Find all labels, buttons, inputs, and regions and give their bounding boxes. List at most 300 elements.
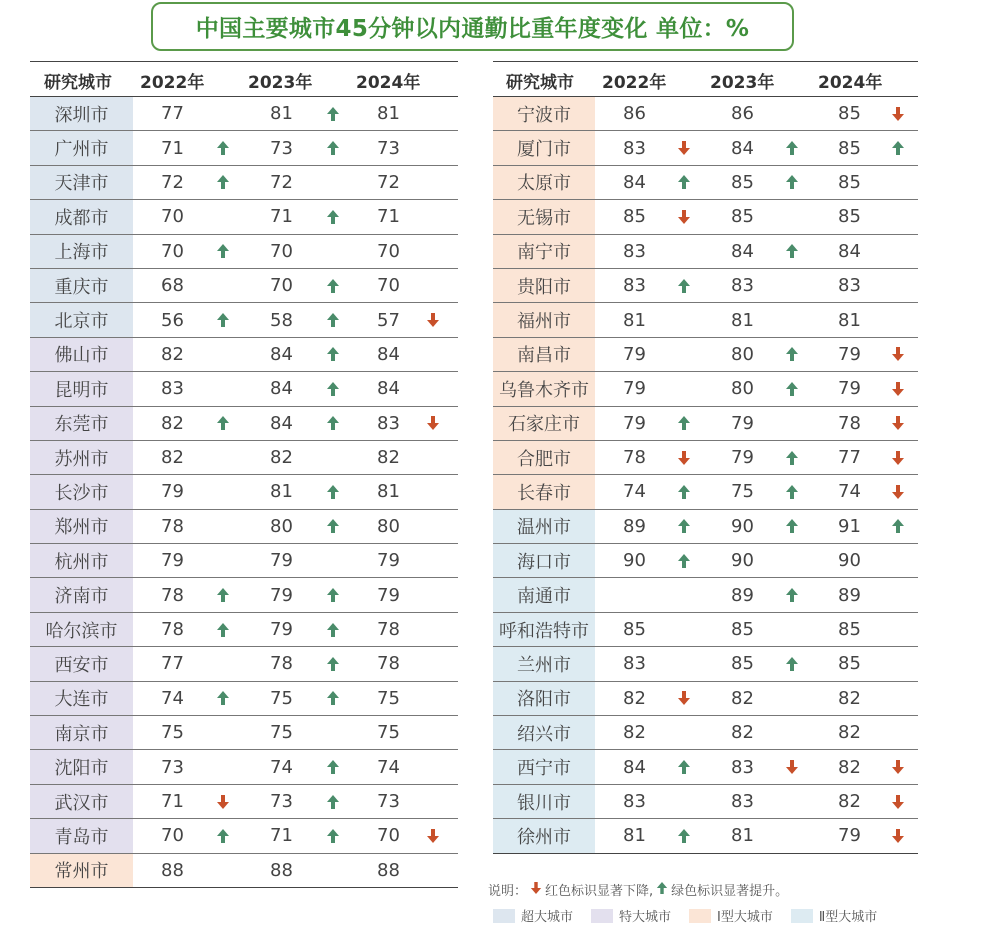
value-2023: 79 (731, 412, 754, 434)
table-row (493, 510, 918, 544)
value-2023: 78 (270, 653, 293, 675)
value-2024: 74 (838, 481, 861, 503)
value-2024: 85 (838, 171, 861, 193)
arrow-down-icon (677, 131, 691, 164)
table-row (30, 785, 458, 819)
city-name: 青岛市 (30, 819, 133, 852)
table-row (30, 338, 458, 372)
city-name: 广州市 (30, 131, 133, 164)
city-name: 沈阳市 (30, 750, 133, 783)
arrow-up-icon (216, 613, 230, 646)
arrow-up-icon (785, 372, 799, 405)
value-2023: 80 (270, 515, 293, 537)
value-2023: 84 (731, 240, 754, 262)
value-2023: 86 (731, 103, 754, 125)
table-body (493, 97, 918, 854)
value-2024: 70 (377, 275, 400, 297)
value-2023: 71 (270, 206, 293, 228)
table-row (30, 510, 458, 544)
value-2023: 83 (731, 791, 754, 812)
city-name: 温州市 (493, 510, 595, 543)
value-2022: 77 (161, 653, 184, 675)
table-row (30, 97, 458, 131)
value-2024: 78 (377, 619, 400, 641)
arrow-up-icon (326, 200, 340, 233)
arrow-down-icon (891, 407, 905, 440)
legend-swatch (689, 909, 711, 923)
table-row (493, 97, 918, 131)
table-row (30, 303, 458, 337)
header-2023: 2023年 (248, 73, 313, 93)
table-left (30, 61, 458, 888)
city-name: 太原市 (493, 166, 595, 199)
value-2023: 80 (731, 343, 754, 365)
category-legend (493, 906, 895, 925)
city-name: 北京市 (30, 303, 133, 336)
table-row (30, 407, 458, 441)
table-row (493, 235, 918, 269)
value-2024: 82 (838, 756, 861, 778)
table-row (493, 647, 918, 681)
legend-swatch (591, 909, 613, 923)
table-row (493, 407, 918, 441)
arrow-up-icon (216, 235, 230, 268)
table-row (493, 303, 918, 337)
value-2022: 82 (161, 412, 184, 434)
value-2022: 79 (623, 343, 646, 365)
city-name: 乌鲁木齐市 (493, 372, 595, 405)
arrow-down-icon (891, 785, 905, 818)
arrow-down-icon (677, 682, 691, 715)
value-2022: 79 (161, 481, 184, 503)
header-2024: 2024年 (356, 73, 421, 93)
table-row (493, 682, 918, 716)
value-2022: 82 (623, 687, 646, 709)
value-2023: 79 (270, 584, 293, 606)
legend-label: Ⅰ型大城市 (717, 910, 773, 925)
table-row (493, 613, 918, 647)
value-2022: 83 (623, 240, 646, 262)
note-prefix: 说明： (488, 884, 528, 899)
city-name: 福州市 (493, 303, 595, 336)
value-2024: 75 (377, 722, 400, 744)
arrow-down-icon (891, 750, 905, 783)
value-2022: 90 (623, 550, 646, 572)
arrow-up-icon (785, 647, 799, 680)
arrow-up-icon (677, 166, 691, 199)
value-2022: 85 (623, 619, 646, 641)
legend-label: Ⅱ型大城市 (818, 910, 878, 925)
value-2023: 89 (731, 584, 754, 606)
value-2022: 83 (623, 791, 646, 812)
value-2024: 79 (838, 825, 861, 847)
city-name: 南通市 (493, 578, 595, 611)
value-2024: 85 (838, 206, 861, 228)
arrow-up-icon (677, 819, 691, 852)
table-row (493, 716, 918, 750)
arrow-down-icon (677, 441, 691, 474)
arrow-up-icon (785, 131, 799, 164)
value-2022: 78 (623, 447, 646, 469)
table-row (30, 131, 458, 165)
arrow-down-icon (677, 200, 691, 233)
legend-swatch (493, 909, 515, 923)
value-2024: 79 (377, 550, 400, 572)
value-2024: 77 (838, 447, 861, 469)
arrow-up-icon (891, 510, 905, 543)
table-row (30, 544, 458, 578)
table-row (30, 716, 458, 750)
city-name: 佛山市 (30, 338, 133, 371)
value-2022: 77 (161, 103, 184, 125)
value-2024: 85 (838, 653, 861, 675)
value-2024: 82 (838, 791, 861, 812)
value-2022: 78 (161, 619, 184, 641)
city-name: 苏州市 (30, 441, 133, 474)
header-2024: 2024年 (818, 73, 883, 93)
arrow-up-icon (326, 407, 340, 440)
table-row (493, 544, 918, 578)
value-2022: 73 (161, 756, 184, 778)
value-2024: 72 (377, 171, 400, 193)
value-2024: 79 (838, 378, 861, 400)
city-name: 哈尔滨市 (30, 613, 133, 646)
table-row (30, 200, 458, 234)
value-2023: 79 (731, 447, 754, 469)
value-2022: 71 (161, 791, 184, 812)
value-2022: 82 (623, 722, 646, 744)
value-2024: 81 (838, 309, 861, 331)
header-2022: 2022年 (602, 73, 667, 93)
value-2023: 82 (731, 687, 754, 709)
arrow-up-icon (326, 510, 340, 543)
arrow-up-icon (326, 647, 340, 680)
value-2023: 81 (270, 103, 293, 125)
legend-item (493, 906, 573, 925)
value-2024: 84 (838, 240, 861, 262)
value-2022: 74 (623, 481, 646, 503)
arrow-up-icon (216, 819, 230, 852)
value-2022: 79 (623, 412, 646, 434)
value-2023: 85 (731, 653, 754, 675)
value-2023: 85 (731, 619, 754, 641)
value-2022: 85 (623, 206, 646, 228)
arrow-up-icon (326, 613, 340, 646)
value-2023: 72 (270, 171, 293, 193)
value-2024: 75 (377, 687, 400, 709)
value-2024: 91 (838, 515, 861, 537)
value-2022: 83 (623, 275, 646, 297)
value-2024: 90 (838, 550, 861, 572)
city-name: 洛阳市 (493, 682, 595, 715)
table-row (30, 235, 458, 269)
page-title: 中国主要城市45分钟以内通勤比重年度变化 单位：% (151, 2, 794, 51)
value-2023: 75 (270, 722, 293, 744)
legend-label: 特大城市 (619, 910, 672, 925)
value-2024: 79 (377, 584, 400, 606)
value-2023: 85 (731, 171, 754, 193)
table-row (30, 372, 458, 406)
value-2024: 83 (377, 412, 400, 434)
value-2024: 82 (838, 687, 861, 709)
table-right (493, 61, 918, 854)
value-2024: 80 (377, 515, 400, 537)
legend-note (488, 880, 788, 899)
value-2023: 85 (731, 206, 754, 228)
arrow-up-icon (216, 131, 230, 164)
arrow-up-icon (326, 578, 340, 611)
arrow-up-icon (785, 441, 799, 474)
arrow-up-icon (216, 682, 230, 715)
value-2022: 89 (623, 515, 646, 537)
value-2022: 78 (161, 515, 184, 537)
value-2024: 84 (377, 378, 400, 400)
value-2023: 73 (270, 137, 293, 159)
table-row (30, 475, 458, 509)
value-2023: 75 (270, 687, 293, 709)
table-row (493, 269, 918, 303)
city-name: 海口市 (493, 544, 595, 577)
value-2024: 71 (377, 206, 400, 228)
value-2024: 74 (377, 756, 400, 778)
value-2023: 70 (270, 275, 293, 297)
table-row (30, 269, 458, 303)
arrow-up-icon (216, 166, 230, 199)
value-2023: 80 (731, 378, 754, 400)
value-2024: 70 (377, 825, 400, 847)
arrow-up-icon (677, 475, 691, 508)
value-2022: 71 (161, 137, 184, 159)
value-2023: 90 (731, 515, 754, 537)
legend-item (791, 906, 877, 925)
value-2023: 71 (270, 825, 293, 847)
value-2023: 75 (731, 481, 754, 503)
value-2022: 70 (161, 825, 184, 847)
table-row (30, 578, 458, 612)
arrow-down-icon (426, 407, 440, 440)
arrow-up-icon (891, 131, 905, 164)
city-name: 武汉市 (30, 785, 133, 818)
table-row (30, 441, 458, 475)
value-2024: 79 (838, 343, 861, 365)
value-2023: 82 (270, 447, 293, 469)
value-2022: 84 (623, 171, 646, 193)
arrow-up-icon (326, 750, 340, 783)
table-row (493, 338, 918, 372)
value-2022: 86 (623, 103, 646, 125)
arrow-up-icon (677, 269, 691, 302)
table-row (493, 785, 918, 819)
city-name: 绍兴市 (493, 716, 595, 749)
table-row (493, 441, 918, 475)
table-row (493, 200, 918, 234)
legend-swatch (791, 909, 813, 923)
arrow-down-icon (530, 881, 542, 899)
value-2023: 58 (270, 309, 293, 331)
note-up-text: 绿色标识显著提升。 (671, 884, 789, 899)
note-down-text: 红色标识显著下降, (545, 884, 654, 899)
value-2022: 78 (161, 584, 184, 606)
arrow-up-icon (326, 338, 340, 371)
value-2022: 83 (623, 137, 646, 159)
value-2023: 84 (270, 378, 293, 400)
legend-item (591, 906, 671, 925)
value-2024: 83 (838, 275, 861, 297)
city-name: 上海市 (30, 235, 133, 268)
table-header (30, 61, 458, 97)
city-name: 郑州市 (30, 510, 133, 543)
value-2022: 70 (161, 206, 184, 228)
city-name: 兰州市 (493, 647, 595, 680)
city-name: 南昌市 (493, 338, 595, 371)
city-name: 重庆市 (30, 269, 133, 302)
value-2023: 82 (731, 722, 754, 744)
city-name: 徐州市 (493, 819, 595, 852)
arrow-up-icon (216, 303, 230, 336)
value-2024: 89 (838, 584, 861, 606)
arrow-up-icon (785, 235, 799, 268)
value-2024: 85 (838, 137, 861, 159)
value-2023: 79 (270, 619, 293, 641)
value-2022: 72 (161, 171, 184, 193)
city-name: 西安市 (30, 647, 133, 680)
value-2022: 70 (161, 240, 184, 262)
arrow-up-icon (326, 131, 340, 164)
city-name: 昆明市 (30, 372, 133, 405)
value-2022: 74 (161, 687, 184, 709)
value-2022: 82 (161, 343, 184, 365)
arrow-up-icon (216, 578, 230, 611)
arrow-up-icon (785, 510, 799, 543)
value-2024: 82 (377, 447, 400, 469)
value-2022: 82 (161, 447, 184, 469)
value-2022: 56 (161, 309, 184, 331)
arrow-up-icon (785, 475, 799, 508)
table-row (493, 131, 918, 165)
city-name: 大连市 (30, 682, 133, 715)
value-2024: 57 (377, 309, 400, 331)
table-row (493, 578, 918, 612)
value-2022: 83 (161, 378, 184, 400)
arrow-up-icon (677, 407, 691, 440)
header-city: 研究城市 (44, 73, 112, 93)
value-2022: 81 (623, 309, 646, 331)
table-row (30, 647, 458, 681)
city-name: 宁波市 (493, 97, 595, 130)
value-2022: 79 (161, 550, 184, 572)
arrow-up-icon (785, 338, 799, 371)
city-name: 无锡市 (493, 200, 595, 233)
arrow-down-icon (891, 819, 905, 852)
city-name: 济南市 (30, 578, 133, 611)
arrow-up-icon (326, 475, 340, 508)
value-2024: 82 (838, 722, 861, 744)
value-2024: 70 (377, 240, 400, 262)
arrow-down-icon (891, 97, 905, 130)
city-name: 西宁市 (493, 750, 595, 783)
value-2022: 81 (623, 825, 646, 847)
arrow-down-icon (216, 785, 230, 818)
city-name: 杭州市 (30, 544, 133, 577)
value-2022: 88 (161, 859, 184, 881)
city-name: 长春市 (493, 475, 595, 508)
table-row (493, 750, 918, 784)
arrow-up-icon (326, 372, 340, 405)
arrow-up-icon (785, 578, 799, 611)
header-city: 研究城市 (506, 73, 574, 93)
arrow-up-icon (677, 750, 691, 783)
header-2023: 2023年 (710, 73, 775, 93)
table-row (30, 819, 458, 853)
arrow-up-icon (326, 303, 340, 336)
legend-item (689, 906, 773, 925)
city-name: 成都市 (30, 200, 133, 233)
city-name: 厦门市 (493, 131, 595, 164)
value-2023: 90 (731, 550, 754, 572)
value-2022: 75 (161, 722, 184, 744)
table-row (30, 166, 458, 200)
value-2024: 81 (377, 103, 400, 125)
value-2023: 79 (270, 550, 293, 572)
value-2024: 88 (377, 859, 400, 881)
value-2022: 68 (161, 275, 184, 297)
table-row (30, 750, 458, 784)
value-2023: 81 (731, 309, 754, 331)
value-2023: 84 (270, 343, 293, 365)
city-name: 天津市 (30, 166, 133, 199)
table-row (493, 475, 918, 509)
arrow-up-icon (785, 166, 799, 199)
table-row (493, 819, 918, 853)
arrow-down-icon (891, 475, 905, 508)
arrow-down-icon (891, 372, 905, 405)
arrow-down-icon (891, 338, 905, 371)
header-2022: 2022年 (140, 73, 205, 93)
value-2023: 81 (270, 481, 293, 503)
city-name: 南宁市 (493, 235, 595, 268)
value-2024: 85 (838, 619, 861, 641)
table-row (493, 166, 918, 200)
value-2023: 70 (270, 240, 293, 262)
value-2023: 84 (270, 412, 293, 434)
value-2024: 78 (377, 653, 400, 675)
value-2022: 79 (623, 378, 646, 400)
arrow-up-icon (326, 269, 340, 302)
value-2022: 84 (623, 756, 646, 778)
city-name: 石家庄市 (493, 407, 595, 440)
value-2024: 73 (377, 791, 400, 812)
city-name: 东莞市 (30, 407, 133, 440)
value-2023: 83 (731, 275, 754, 297)
city-name: 呼和浩特市 (493, 613, 595, 646)
city-name: 长沙市 (30, 475, 133, 508)
table-row (30, 682, 458, 716)
arrow-up-icon (656, 881, 668, 899)
value-2024: 73 (377, 137, 400, 159)
arrow-up-icon (326, 97, 340, 130)
table-row (30, 613, 458, 647)
city-name: 深圳市 (30, 97, 133, 130)
table-header (493, 61, 918, 97)
table-row (493, 372, 918, 406)
city-name: 南京市 (30, 716, 133, 749)
city-name: 银川市 (493, 785, 595, 818)
value-2023: 74 (270, 756, 293, 778)
city-name: 合肥市 (493, 441, 595, 474)
city-name: 贵阳市 (493, 269, 595, 302)
arrow-down-icon (785, 750, 799, 783)
value-2024: 85 (838, 103, 861, 125)
